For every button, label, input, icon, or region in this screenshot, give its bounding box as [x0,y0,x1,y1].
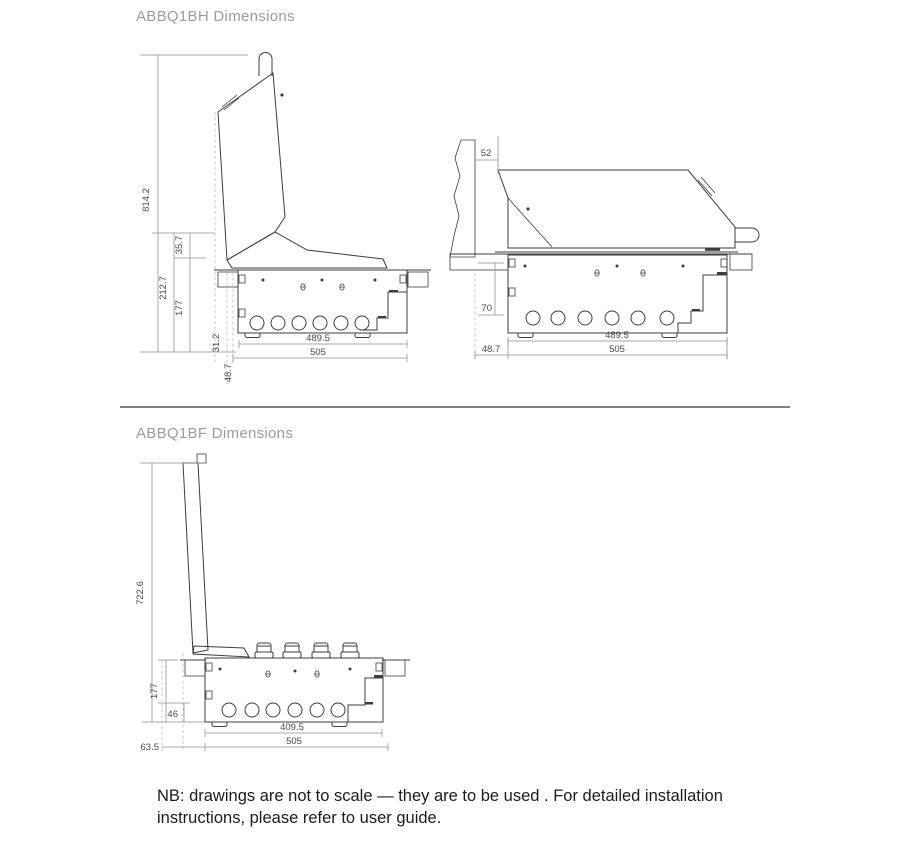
dim-label-overall-width: 505 [310,347,326,358]
hood-latch [705,248,720,251]
wall-cross-section [450,140,475,257]
lid-tab [197,454,206,463]
counter-cross-section [214,270,431,287]
dim-label-wall-clearance: 52 [480,148,492,159]
side-panel-step [678,275,727,333]
dim-label-overall-height: 814.2 [141,188,152,212]
dim-label-overall-width: 505 [286,736,302,747]
dim-label-front-lip: 48.7 [223,363,234,383]
counter-hatch-left [450,254,508,270]
dim-label-under-counter: 177 [149,683,160,699]
dim-label-lid-hinge-height: 35.7 [174,235,185,255]
lid-handle [259,53,272,77]
foot-right [662,333,677,338]
dimensions [135,463,388,753]
hood-handle [735,228,759,242]
drawing-abbq1bh-lid-closed [440,128,790,380]
dim-label-cutout-width: 489.5 [306,333,330,344]
foot-left [518,333,533,338]
dim-label-overall-height: 722.6 [135,581,146,605]
footnote [157,786,797,830]
dim-label-overall-width: 505 [609,344,625,355]
dim-label-base-step: 46 [167,709,178,720]
section-title-abbq1bf: ABBQ1BF Dimensions [136,425,294,442]
hinge-wedge [227,232,387,268]
dim-label-cutout-width: 489.5 [605,330,629,341]
counter-hatch-right [408,272,428,287]
screw-symbols [595,270,645,276]
counter-hatch-right [385,660,405,676]
footnote-line-1: NB: drawings are not to scale — they are to be used . For detailed installation [157,787,723,805]
burner-holes [526,311,674,325]
counter-hatch-left [185,660,205,676]
foot-left [212,722,227,727]
base-body [238,270,407,338]
burner-holes [250,316,369,330]
foot-left [245,333,260,338]
counter-hatch-left [218,272,238,287]
screw-symbols [301,284,344,290]
burner-holes [222,703,345,717]
dim-label-front-lip: 63.5 [140,742,159,753]
side-panel-step [348,678,383,722]
open-flat-lid [183,454,249,657]
hood-inner-edge [508,198,552,247]
dim-label-side-inlet-height: 70 [481,303,492,314]
drawing-abbq1bf-lid-open [122,448,442,766]
control-knobs [255,643,359,658]
section-divider [120,406,790,408]
footnote-line-2: instructions, please refer to user guide. [157,808,442,827]
hood-vent [698,180,712,196]
closed-hood [495,170,759,252]
dimensions [140,55,407,384]
screw-symbols [266,671,319,677]
counter-hatch-right [730,254,752,270]
foot-right [332,722,347,727]
open-lid-outline [218,53,387,269]
base-body [508,255,727,338]
dim-label-front-offset: 31.2 [211,333,222,353]
counter-cross-section [180,660,410,676]
side-panel-step [360,292,407,330]
drawing-abbq1bh-lid-open [118,28,448,400]
lid-pivot-dot [280,93,283,96]
section-title-abbq1bh: ABBQ1BH Dimensions [136,8,295,25]
dim-label-hinge-to-bottom: 212.7 [158,276,169,300]
dim-label-rear-lip: 48.7 [481,344,501,355]
base-body [205,658,383,727]
dim-label-under-counter: 177 [174,300,185,316]
dim-label-cutout-width: 409.5 [280,722,304,733]
foot-right [355,333,370,338]
